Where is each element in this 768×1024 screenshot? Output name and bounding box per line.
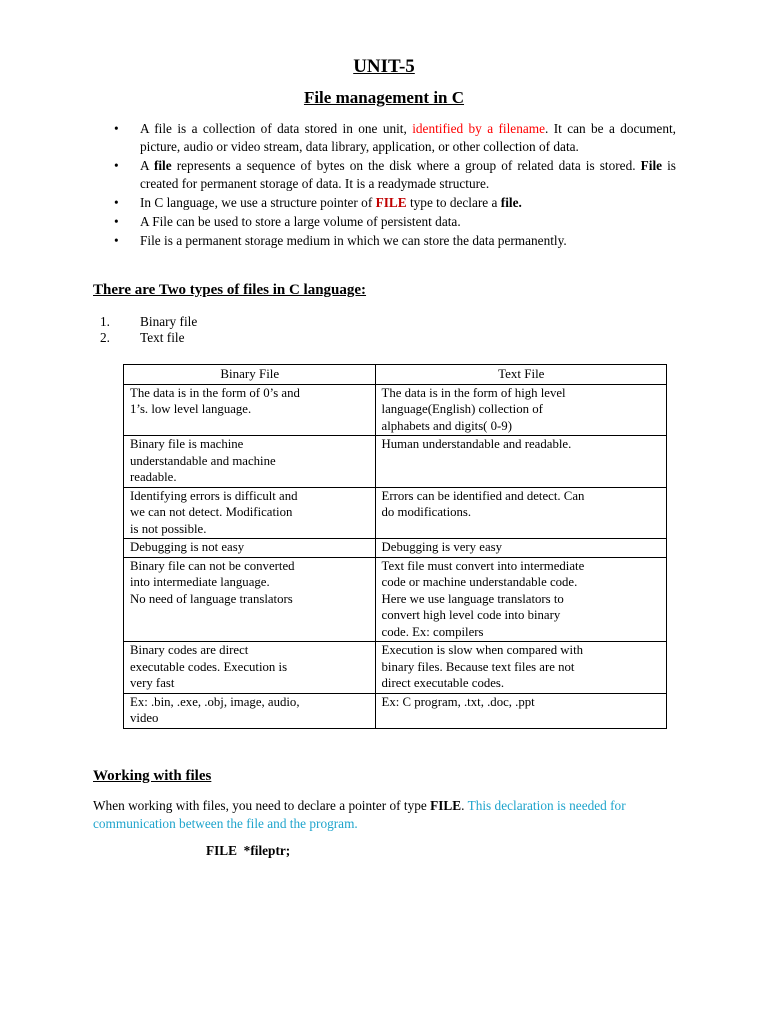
cell-text: Debugging is very easy — [381, 540, 503, 554]
binary-file-cell — [124, 693, 376, 728]
table-row — [124, 557, 667, 642]
bullet-item — [114, 157, 676, 193]
table-header-row — [124, 365, 667, 385]
communication-note: This declaration is needed for communication between the file and the program. — [93, 798, 626, 831]
period: . — [461, 798, 468, 813]
bullet-text: A file is a collection of data stored in one unit, — [140, 121, 413, 136]
cell-text: Ex: C program, .txt, .doc, .ppt — [381, 694, 535, 709]
binary-file-cell — [124, 384, 376, 436]
bullet-item — [114, 194, 676, 212]
unit-title: UNIT-5 — [353, 56, 415, 77]
bullet-dot: • — [114, 214, 119, 229]
list-label: Binary file — [140, 314, 198, 329]
binary-file-cell — [124, 487, 376, 539]
working-text: When working with files, you need to declare a pointer of type — [93, 798, 431, 813]
text-file-cell — [375, 487, 666, 539]
table-row — [124, 384, 667, 436]
cell-text: Binary file is machine understandable and machine readable. — [130, 437, 276, 484]
bullet-text: A File can be used to store a large volume of persistent data. — [140, 214, 461, 229]
comparison-table — [123, 364, 667, 729]
cell-text: Binary codes are direct executable codes. Execution is very fast — [130, 643, 288, 690]
table-row — [124, 642, 667, 694]
bullet-dot: • — [114, 121, 119, 136]
text-file-cell — [375, 642, 666, 694]
list-item — [100, 330, 197, 346]
bullet-text: represents a sequence of bytes on the disk where a group of related data is stored. — [171, 158, 641, 173]
bullet-dot: • — [114, 195, 119, 210]
file-keyword: FILE — [430, 798, 462, 813]
bullet-text: type to declare a — [406, 195, 501, 210]
text-file-cell — [375, 539, 666, 558]
file-types-list — [100, 314, 197, 346]
bullet-text: File — [640, 158, 663, 173]
code-declaration: FILE *fileptr; — [206, 843, 291, 858]
working-paragraph — [93, 797, 683, 833]
bullet-item — [114, 120, 676, 156]
list-number: 1. — [100, 314, 110, 329]
cell-text: Identifying errors is difficult and we can not detect. Modification is not possible. — [130, 488, 298, 536]
header-text-file: Text File — [375, 365, 666, 385]
table-row — [124, 693, 667, 728]
bullet-item — [114, 213, 676, 231]
text-file-cell — [375, 693, 666, 728]
bullet-text: identified by a filename — [412, 121, 545, 136]
text-file-cell — [375, 436, 666, 488]
bullet-text: file — [153, 158, 172, 173]
bullet-text: . It can be a document, picture, audio or video stream, data library, application, or other collection of data. — [140, 121, 676, 154]
binary-file-cell — [124, 539, 376, 558]
cell-text: Human understandable and readable. — [381, 437, 572, 451]
bullet-text: file. — [500, 195, 522, 210]
file-types-heading: There are Two types of files in C language: — [93, 282, 367, 298]
text-file-cell — [375, 557, 666, 642]
list-number: 2. — [100, 330, 110, 345]
cell-text: Text file must convert into intermediate code or machine understandable code. Here we use language translators to convert high level code into binary code. Ex: compilers — [381, 558, 585, 639]
text-file-cell — [375, 384, 666, 436]
cell-text: Binary file can not be converted into intermediate language. No need of language translators — [130, 558, 295, 606]
binary-file-cell — [124, 642, 376, 694]
list-item — [100, 314, 197, 330]
cell-text: The data is in the form of high level language(English) collection of alphabets and digits( 0-9) — [381, 385, 566, 433]
table-row — [124, 539, 667, 558]
bullet-text: is created for permanent storage of data. It is a readymade structure. — [140, 158, 676, 191]
cell-text: Execution is slow when compared with binary files. Because text files are not direct executable codes. — [381, 643, 584, 690]
bullet-dot: • — [114, 158, 119, 173]
cell-text: Ex: .bin, .exe, .obj, image, audio, video — [130, 694, 300, 725]
working-with-files-heading: Working with files — [93, 768, 212, 784]
bullet-item — [114, 232, 676, 250]
cell-text: Errors can be identified and detect. Can do modifications. — [381, 488, 585, 519]
cell-text: The data is in the form of 0’s and 1’s. low level language. — [130, 385, 300, 416]
document-title: File management in C — [303, 88, 465, 107]
cell-text: Debugging is not easy — [130, 540, 245, 554]
list-label: Text file — [140, 330, 185, 345]
intro-bullet-list — [114, 120, 676, 251]
bullet-text: File is a permanent storage medium in which we can store the data permanently. — [140, 233, 567, 248]
bullet-text: FILE — [375, 195, 407, 210]
header-binary-file: Binary File — [124, 365, 376, 385]
table-row — [124, 436, 667, 488]
table-row — [124, 487, 667, 539]
bullet-dot: • — [114, 233, 119, 248]
binary-file-cell — [124, 557, 376, 642]
bullet-text: A — [140, 158, 154, 173]
bullet-text: In C language, we use a structure pointer of — [140, 195, 376, 210]
binary-file-cell — [124, 436, 376, 488]
